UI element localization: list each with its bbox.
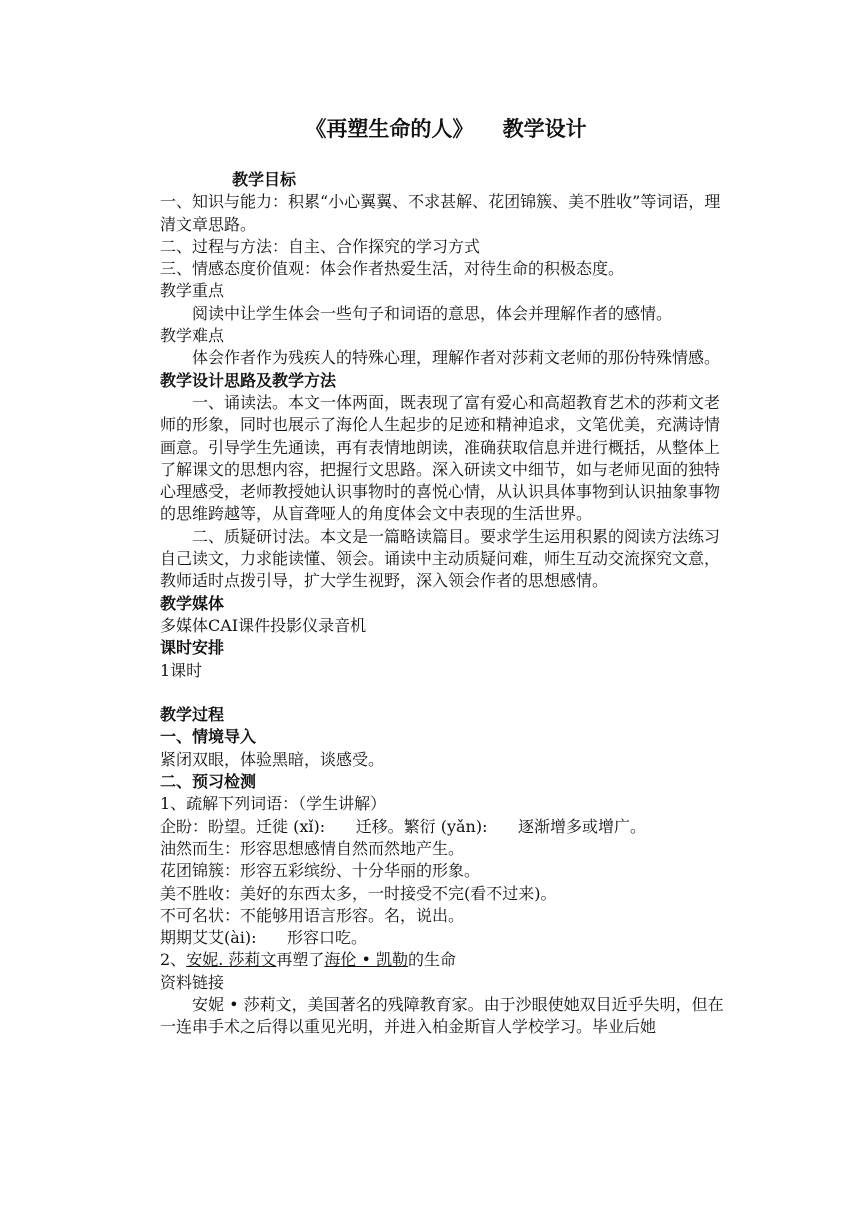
vocab-item: 油然而生：形容思想感情自然而然地产生。: [160, 838, 465, 858]
spacer: [160, 682, 732, 704]
goal-item: 三、情感态度价值观：体会作者热爱生活，对待生命的积极态度。: [160, 259, 625, 279]
key-point-text: 阅读中让学生体会一些句子和词语的意思，体会并理解作者的感情。: [192, 303, 673, 323]
difficulty-text: 体会作者作为残疾人的特殊心理，理解作者对莎莉文老师的那份特殊情感。: [192, 348, 721, 368]
goals-heading: 教学目标: [232, 170, 297, 189]
difficulty-heading: 教学难点: [160, 326, 225, 346]
link-heading: 资料链接: [160, 972, 225, 992]
key-point-heading: 教学重点: [160, 281, 225, 301]
person-name-keller: 海伦 • 凯勒: [324, 950, 409, 970]
schedule-heading: 课时安排: [160, 638, 225, 658]
vocab-item: 花团锦簇：形容五彩缤纷、十分华丽的形象。: [160, 861, 481, 881]
item-2-mid: 再塑了: [276, 950, 325, 970]
methods-paragraph: 二、质疑研讨法。本文是一篇略读篇目。要求学生运用积累的阅读方法练习自己读文，力求能读懂、领会。诵读中主动质疑问难，师生互动交流探究文意，教师适时点拨引导，扩大学生视野，深入领会作者的思想感情。: [160, 526, 721, 591]
methods-heading: 教学设计思路及教学方法: [160, 370, 337, 390]
vocab-intro: 1、疏解下列词语：（学生讲解）: [160, 794, 387, 814]
goal-item: 二、过程与方法：自主、合作探究的学习方式: [160, 236, 481, 256]
methods-paragraph: 一、诵读法。本文一体两面，既表现了富有爱心和高超教育艺术的莎莉文老师的形象，同时也展示了海伦人生起步的足迹和精神追求，文笔优美，充满诗情画意。引导学生先通读，再有表情地朗读，准确获取信息并进行概括，从整体上了解课文的思想内容，把握行文思路。深入研读文中细节，如与老师见面的独特心理感受，老师教授她认识事物时的喜悦心情，从认识具体事物到认识抽象事物的思维跨越等，从盲聋哑人的角度体会文中表现的生活世界。: [160, 392, 721, 524]
person-name-sullivan: 安妮. 莎莉文: [186, 950, 277, 970]
goal-item: 一、知识与能力：积累“小心翼翼、不求甚解、花团锦簇、美不胜收”等词语，理清文章思路。: [160, 192, 721, 234]
schedule-text: 1课时: [160, 660, 203, 680]
process-heading: 教学过程: [160, 705, 225, 725]
item-2-suffix: 的生命: [408, 950, 457, 970]
vocab-item: 企盼：盼望。迁徙 (xǐ): 迁移。繁衍 (yǎn): 逐渐增多或增广。: [160, 816, 646, 836]
page-title: 《再塑生命的人》 教学设计: [305, 117, 587, 141]
item-2-prefix: 2、: [160, 950, 187, 970]
section-text: 紧闭双眼，体验黑暗，谈感受。: [160, 749, 385, 769]
link-text: 安妮 • 莎莉文，美国著名的残障教育家。由于沙眼使她双目近乎失明，但在一连串手术之后得以重见光明，并进入柏金斯盲人学校学习。毕业后她: [160, 994, 724, 1037]
media-heading: 教学媒体: [160, 593, 225, 613]
media-text: 多媒体CAI课件投影仪录音机: [160, 615, 367, 635]
vocab-item: 不可名状：不能够用语言形容。名，说出。: [160, 905, 465, 925]
section-heading: 二、预习检测: [160, 772, 257, 792]
item-2: [160, 949, 732, 971]
document-body: [160, 114, 732, 1039]
vocab-item: 美不胜收：美好的东西太多，一时接受不完(看不过来)。: [160, 883, 557, 903]
section-heading: 一、情境导入: [160, 727, 257, 747]
vocab-item: 期期艾艾(ài): 形容口吃。: [160, 928, 368, 948]
